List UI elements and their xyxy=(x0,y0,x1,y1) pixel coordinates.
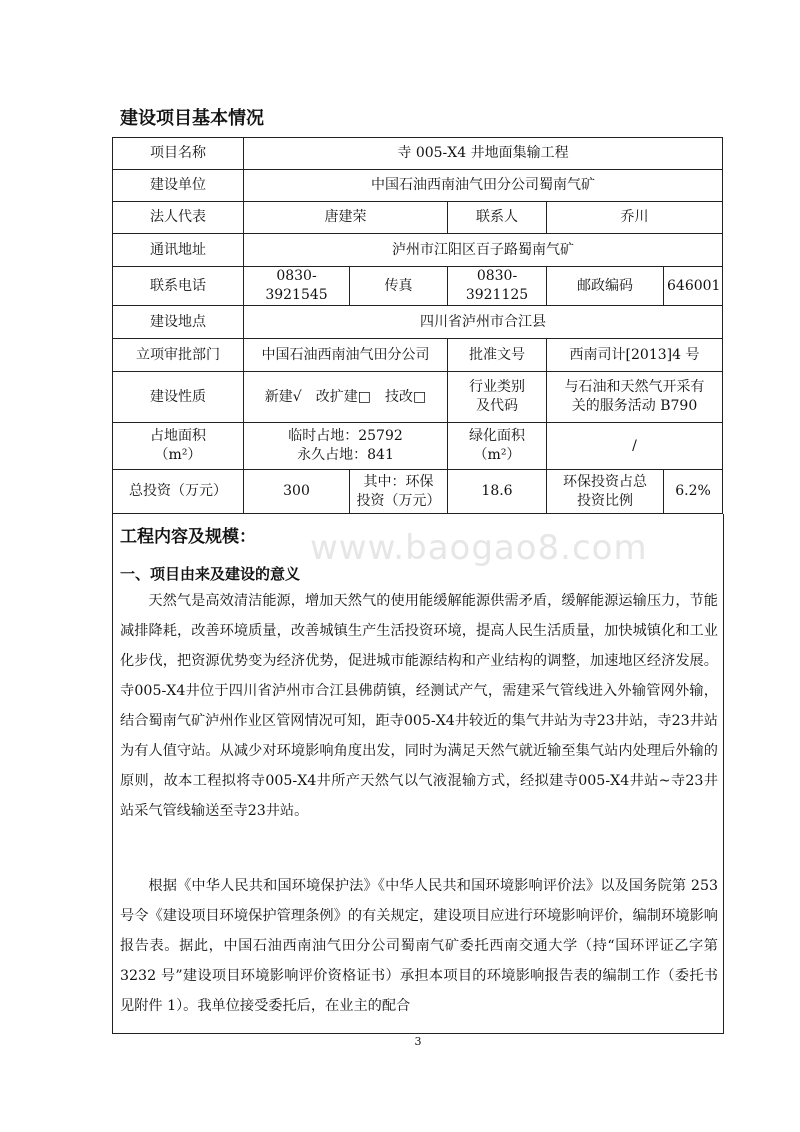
location-label: 建设地点 xyxy=(113,306,244,339)
fax-value: 0830-3921125 xyxy=(448,267,547,306)
env-ratio-value: 6.2% xyxy=(664,470,723,514)
content-heading: 工程内容及规模： xyxy=(120,527,256,547)
builder-label: 建设单位 xyxy=(113,170,244,202)
row-phone xyxy=(113,267,723,306)
row-builder xyxy=(113,170,723,202)
row-approval xyxy=(113,339,723,372)
approval-dept-label: 立项审批部门 xyxy=(113,339,244,372)
row-area xyxy=(113,423,723,470)
industry-value: 与石油和天然气开采有 关的服务活动 B790 xyxy=(547,372,723,423)
section-title: 建设项目基本情况 xyxy=(120,108,264,129)
address-label: 通讯地址 xyxy=(113,234,244,267)
investment-label: 总投资（万元） xyxy=(113,470,244,514)
area-label: 占地面积 （m²） xyxy=(113,423,244,470)
address-value: 泸州市江阳区百子路蜀南气矿 xyxy=(244,234,723,267)
industry-label: 行业类别 及代码 xyxy=(448,372,547,423)
nature-value: 新建√ 改扩建□ 技改□ xyxy=(244,372,448,423)
row-nature xyxy=(113,372,723,423)
approval-doc-label: 批准文号 xyxy=(448,339,547,372)
page-number: 3 xyxy=(414,1035,422,1048)
phone-value: 0830-3921545 xyxy=(244,267,350,306)
approval-doc-value: 西南司计[2013]4 号 xyxy=(547,339,723,372)
row-location xyxy=(113,306,723,339)
area-value: 临时占地：25792 永久占地：841 xyxy=(244,423,448,470)
env-invest-label: 其中：环保 投资（万元） xyxy=(350,470,448,514)
postcode-label: 邮政编码 xyxy=(547,267,664,306)
row-address xyxy=(113,234,723,267)
env-invest-value: 18.6 xyxy=(448,470,547,514)
nature-label: 建设性质 xyxy=(113,372,244,423)
content-subheading: 一、项目由来及建设的意义 xyxy=(120,565,301,583)
row-legal-rep xyxy=(113,202,723,234)
project-name-value: 寺 005-X4 井地面集输工程 xyxy=(244,138,723,170)
contact-value: 乔川 xyxy=(547,202,723,234)
row-project-name xyxy=(113,138,723,170)
env-ratio-label: 环保投资占总 投资比例 xyxy=(547,470,664,514)
watermark: www.baogao8.com xyxy=(310,528,648,568)
paragraph-regulation: 根据《中华人民共和国环境保护法》《中华人民共和国环境影响评价法》以及国务院第 253 号令《建设项目环境保护管理条例》的有关规定，建设项目应进行环境影响评价，编制环境影响报告表。据此，中国石油西南油气田分公司蜀南气矿委托西南交通大学（持“国环评证乙字第 3232 号”建设项目环境影响评价资格证书）承担本项目的环境影响报告表的编制工作（委托书见附件 1）。我单位接受委托后，在业主的配合 xyxy=(120,878,718,1014)
builder-value: 中国石油西南油气田分公司蜀南气矿 xyxy=(244,170,723,202)
legal-rep-label: 法人代表 xyxy=(113,202,244,234)
location-value: 四川省泸州市合江县 xyxy=(244,306,723,339)
postcode-value: 646001 xyxy=(664,267,723,306)
row-investment xyxy=(113,470,723,514)
investment-value: 300 xyxy=(244,470,350,514)
approval-dept-value: 中国石油西南油气田分公司 xyxy=(244,339,448,372)
fax-label: 传真 xyxy=(350,267,448,306)
green-area-value: / xyxy=(547,423,723,470)
basic-info-table xyxy=(112,137,723,514)
legal-rep-value: 唐建荣 xyxy=(244,202,448,234)
project-name-label: 项目名称 xyxy=(113,138,244,170)
paragraph-background: 天然气是高效清洁能源，增加天然气的使用能缓解能源供需矛盾，缓解能源运输压力，节能减排降耗，改善环境质量，改善城镇生产生活投资环境，提高人民生活质量，加快城镇化和工业化步伐，把资源优势变为经济优势，促进城市能源结构和产业结构的调整，加速地区经济发展。寺005-X4井位于四川省泸州市合江县佛荫镇，经测试产气，需建采气管线进入外输管网外输，结合蜀南气矿泸州作业区管网情况可知，距寺005-X4井较近的集气井站为寺23井站，寺23井站为有人值守站。从减少对环境影响角度出发，同时为满足天然气就近输至集气站内处理后外输的原则，故本工程拟将寺005-X4井所产天然气以气液混输方式，经拟建寺005-X4井站~寺23井站采气管线输送至寺23井站。 xyxy=(120,593,718,819)
phone-label: 联系电话 xyxy=(113,267,244,306)
contact-label: 联系人 xyxy=(448,202,547,234)
green-area-label: 绿化面积 （m²） xyxy=(448,423,547,470)
